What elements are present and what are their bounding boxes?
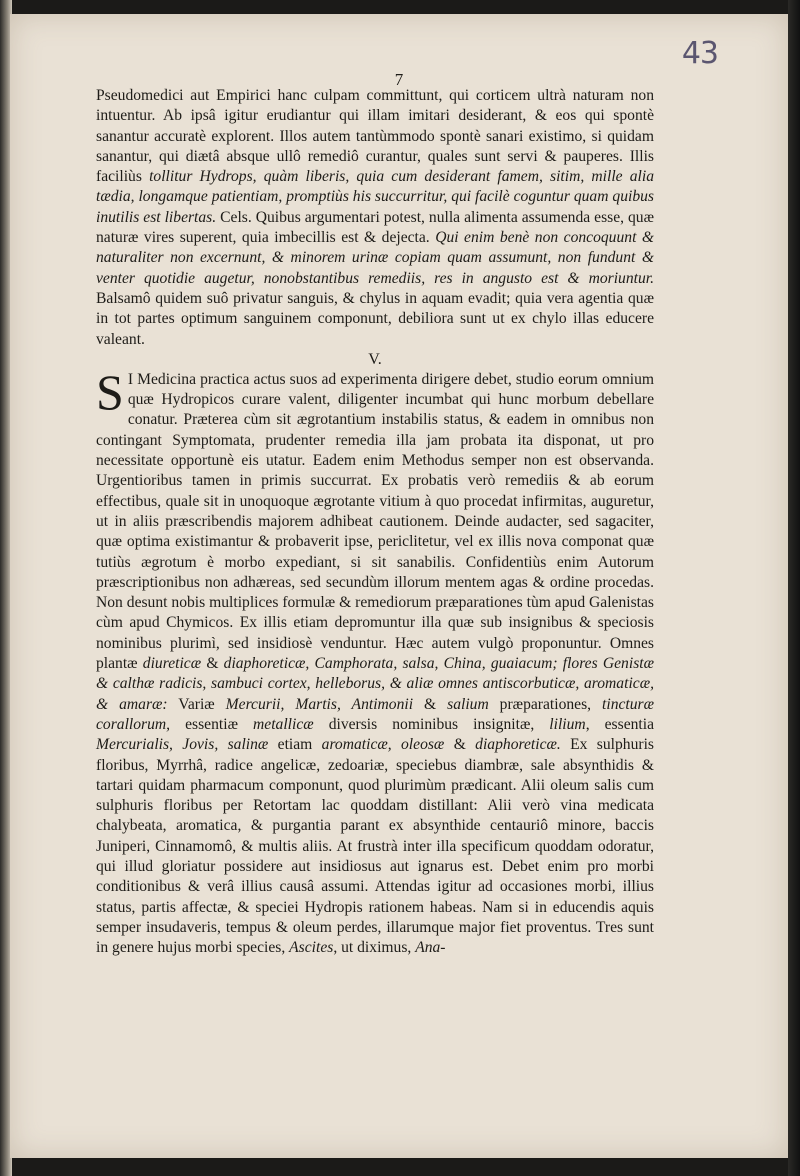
text-run: essentiæ <box>170 715 254 733</box>
text-run: Ex sulphuris floribus, Myrrhâ, radice angelicæ, zedoariæ, speciebus diambræ, sale absynthidis & tartari quidam pharmacum componunt, quod plurimùm prædicant. Alii oleum salis cum sulphuris floribus per Retortam lac quoddam distillant: Alii verò vina medicata chalybeata, aromatica, & purgantia parant ex absynthide centauriô minore, baccis Juniperi, Cinnamomô, & multis aliis. At frustrà inter illa specificum quoddam odoratur, qui illud gloriatur possidere aut insidiosus aut ignarus est. Debet enim pro morbi conditionibus & verâ illius causâ assumi. Attendas igitur ad occasiones morbi, illius status, partis affectæ, & speciei Hydropis rationem habeas. Nam si in educendis aquis semper insudaveris, tempus & oleum perdes, illarumque major fiet proventus. Tres sunt in genere hujus morbi species, <box>96 736 654 957</box>
text-run: & <box>201 655 224 673</box>
italic-term: Ana- <box>415 939 446 957</box>
italic-term: lilium <box>549 715 586 733</box>
text-run: diversis nominibus insignitæ, <box>313 715 550 733</box>
text-run: & <box>413 695 448 713</box>
drop-cap: S <box>96 363 124 420</box>
section-heading: V. <box>368 350 382 368</box>
text-run: Cels. Quibus argumentari potest, nulla alimenta assumenda esse, quæ naturæ vires superent, quia imbecillis est & dejecta. <box>96 208 654 247</box>
paragraph-1 <box>96 86 654 350</box>
text-run: Balsamô quidem suô privatur sanguis, & chylus in aquam evadit; quia vera agentia quæ in tot partes optimum sanguinem componunt, debiliora sunt ut ex chylo illas educere valeant. <box>96 289 654 348</box>
text-run: etiam <box>268 736 322 754</box>
text-run: Pseudomedici aut Empirici hanc culpam committunt, qui corticem ultrà naturam non intuentur. Ab ipsâ igitur erudiantur qui illam imitari desiderant, & eos qui spontè sanantur accuratè explorent. Illos autem tantùmmodo spontè sanari existimo, si quidam sanantur, qui diætâ absque ullô remediô curantur, quales sunt servi & pauperes. Illis faciliùs <box>96 87 654 186</box>
italic-term: Mercurialis, Jovis, salinæ <box>96 736 269 754</box>
book-page <box>10 14 788 1158</box>
paragraph-2 <box>96 363 655 959</box>
italic-quotation: Qui enim benè non concoquunt & naturaliter non excernunt, & minorem urinæ copiam quam assumunt, non fundunt & venter quotidie augetur, nonobstantibus remediis, res in angusto est & moriuntur. <box>96 229 655 287</box>
italic-term: Ascites <box>289 939 334 957</box>
text-run: & <box>444 736 476 754</box>
italic-term: tincturæ corallorum, <box>96 695 655 733</box>
italic-term: Mercurii, Martis, Antimonii <box>225 695 414 713</box>
italic-term: salium <box>447 695 489 713</box>
text-run: præparationes, <box>488 695 603 713</box>
italic-term: diureticæ <box>142 655 202 673</box>
body-text <box>96 86 654 958</box>
text-run: I Medicina practica actus suos ad experimenta dirigere debet, studio eorum omnium quæ Hydropicos curare valent, diligenter incumbat qui hunc morbum debellare conatur. Præterea cùm sit ægrotantium instabilis status, & eadem in omnibus non contingant Symptomata, prudenter remedia illa jam probata ita disponat, ut pro necessitate opportunè eis utatur. Eadem enim Methodus semper non est observanda. Urgentioribus tamen in primis succurrat. Ex probatis verò remediis & ab eorum effectibus, quale sit in unoquoque ægrotante vitium à quo procedat infirmitas, auguretur, ut in aliis præscribendis majorem adhibeat cautionem. Deinde audacter, sed sagaciter, quæ optima existimantur & probaverit ipse, periclitetur, vel ex illis nova componat quæ tutiùs ægrotum è morbo expediant, si sit sanabilis. Confidentiùs enim Autorum præscriptionibus non adhæreas, sed secundùm illorum mentem agas & ordine procedas. Non desunt nobis multiplices formulæ & remediorum præparationes tùm apud Galenistas cùm apud Chymicos. Ex illis etiam depromuntur illa quæ sub insignibus & speciosis nominibus plurimì, sed insidiosè venduntur. Hæc autem vulgò proponuntur. Omnes plantæ <box>96 370 654 673</box>
italic-term: diaphoreticæ. <box>475 736 561 754</box>
italic-term: aromaticæ, oleosæ <box>321 736 445 754</box>
italic-term: diaphoreticæ, Camphorata, salsa, China, guaiacum; flores Genistæ & calthæ radicis, sambuci cortex, helleborus, & aliæ omnes antiscorbuticæ, aromaticæ, & amaræ: <box>96 655 654 713</box>
text-run: Variæ <box>167 695 226 713</box>
handwritten-folio-number: 43 <box>681 36 718 71</box>
text-run: , essentia <box>585 715 654 733</box>
scan-border <box>788 0 800 1176</box>
italic-term: metallicæ <box>253 715 314 733</box>
printed-page-number: 7 <box>394 70 404 89</box>
italic-quotation: tollitur Hydrops, quàm liberis, quia cum desiderant famem, sitim, mille alia tædia, longamque patientiam, promptiùs his succurritur, qui facilè coguntur quam quibus inutilis est libertas. <box>96 168 655 226</box>
text-run: , ut diximus, <box>333 939 416 957</box>
